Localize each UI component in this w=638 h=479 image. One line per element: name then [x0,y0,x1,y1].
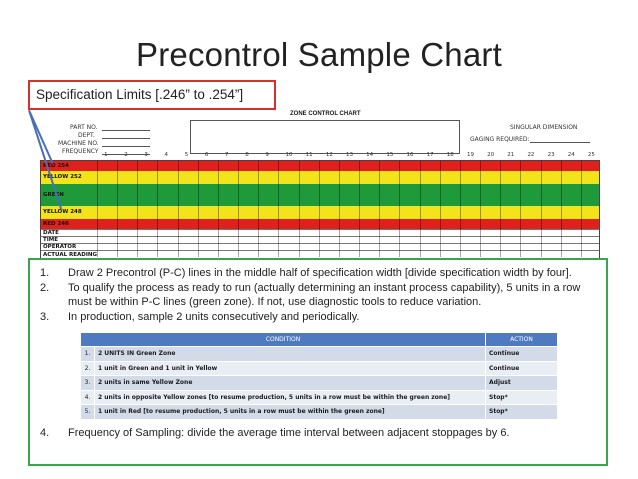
zone-row-label: YELLOW 248 [43,209,82,215]
grid-column-line [520,161,521,257]
grid-column-line [500,161,501,257]
grid-column-line [541,161,542,257]
zone-row-label: RED 254 [43,162,69,169]
column-number: 20 [487,152,495,158]
column-number: 5 [184,152,189,158]
grid-column-line [157,161,158,257]
zone-row [41,206,599,219]
column-number: 3 [144,152,148,158]
slide-title: Precontrol Sample Chart [136,36,502,73]
instruction-item: 3. In production, sample 2 units consecutively and periodically. [40,310,360,323]
zone-row-label: ACTUAL READING [43,251,97,258]
field-machine-no: MACHINE NO. [58,140,99,147]
column-number: 10 [285,152,293,158]
table-row: 2. 1 unit in Green and 1 unit in Yellow Continue [81,361,558,376]
column-number: 23 [547,152,555,158]
instruction-item: 1. Draw 2 Precontrol (P-C) lines in the middle half of specification width [divide specification width by four]. [40,267,572,279]
grid-column-line [258,161,259,257]
grid-column-line [399,161,400,257]
column-number: 21 [507,152,515,158]
zone-row [41,250,599,258]
grid-column-line [440,161,441,257]
column-number: 19 [466,152,474,158]
zone-grid [40,152,600,258]
column-number: 17 [426,152,434,158]
column-number: 25 [587,152,595,158]
grid-column-line [97,161,98,257]
zone-control-chart-image [40,110,600,258]
zone-row [41,219,599,229]
instructions-panel [28,258,608,466]
zone-row-label: YELLOW 252 [43,174,82,180]
column-number: 7 [225,152,229,158]
grid-column-line [561,161,562,257]
zone-row [41,184,599,206]
grid-column-line [460,161,461,257]
grid-column-line [581,161,582,257]
table-row: 3. 2 units in same Yellow Zone Adjust [81,376,558,391]
grid-column-line [218,161,219,257]
grid-column-line [299,161,300,257]
column-number: 12 [325,152,333,158]
zone-row-label: GREEN [43,191,64,198]
field-dept: DEPT. [78,132,95,139]
zone-row [41,243,599,250]
column-number: 24 [567,152,575,158]
zone-row [41,236,599,243]
grid-column-line [480,161,481,257]
grid-column-line [278,161,279,257]
column-number: 11 [305,152,313,158]
column-number: 4 [164,152,169,158]
table-row: 4. 2 units in opposite Yellow zones [to resume production, 5 units in a row must be within the green zone] Stop* [81,390,558,405]
zone-row [41,229,599,236]
action-header: ACTION [486,333,558,347]
table-row: 1. 2 UNITS IN Green Zone Continue [81,347,558,362]
grid-column-line [420,161,421,257]
field-part-no: PART NO. [70,124,98,131]
field-frequency: FREQUENCY [62,148,99,155]
zone-row-label: DATE [43,230,59,236]
column-number: 14 [366,152,374,158]
grid-column-line [359,161,360,257]
column-number: 15 [386,152,394,158]
column-number: 6 [204,152,209,158]
grid-column-line [379,161,380,257]
grid-column-line [339,161,340,257]
column-number: 13 [346,152,353,158]
zone-row [41,161,599,171]
condition-header: CONDITION [81,333,486,347]
zone-row-label: RED 246 [43,220,69,227]
column-number: 16 [406,152,414,158]
grid-column-line [238,161,239,257]
zone-row [41,171,599,184]
column-number: 22 [527,152,535,158]
grid-column-line [178,161,179,257]
chart-heading: ZONE CONTROL CHART [290,111,361,117]
field-gaging-required: GAGING REQUIRED: [470,136,530,143]
column-number: 2 [124,152,128,158]
field-singular-dimension: SINGULAR DIMENSION [510,124,578,131]
grid-column-line [319,161,320,257]
column-number: 9 [265,152,269,158]
specification-limits-label: Specification Limits [.246” to .254”] [28,80,276,110]
table-row: 5. 1 unit in Red [to resume production, 5 units in a row must be within the green zone] Stop* [81,405,558,420]
grid-column-line [137,161,138,257]
zone-row-label: TIME [43,237,59,243]
column-number: 1 [104,152,108,158]
grid-column-line [117,161,118,257]
condition-action-table [80,332,558,420]
column-number: 8 [245,152,249,158]
instruction-item-4: 4. Frequency of Sampling: divide the average time interval between adjacent stoppages by 6. [40,426,510,439]
column-number: 18 [446,152,454,158]
instruction-list [40,266,594,324]
grid-column-line [198,161,199,257]
instruction-item: 2. To qualify the process as ready to run (actually determining an instant process capability), 5 units in a row must be within P-C lines (green zone). If not, use diagnostic tools to reduce variation. [40,281,581,308]
zone-row-label: OPERATOR [43,244,77,250]
